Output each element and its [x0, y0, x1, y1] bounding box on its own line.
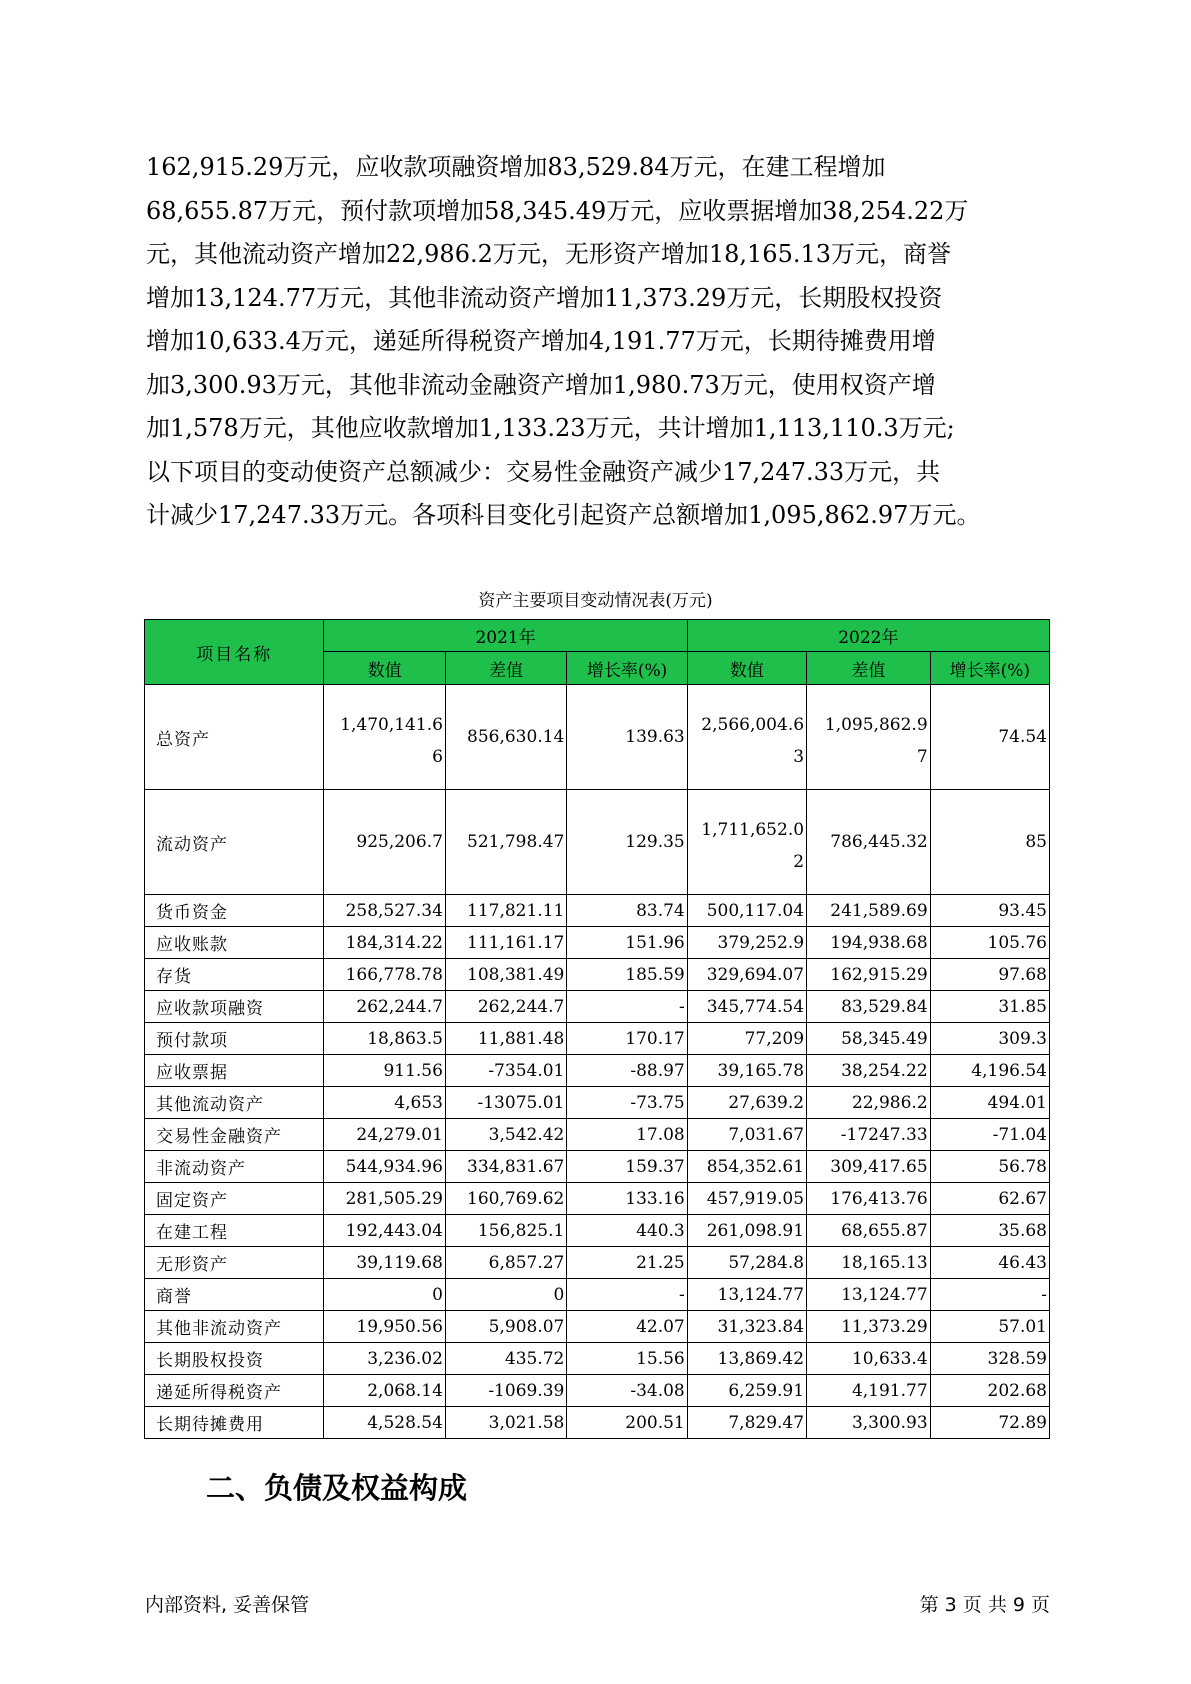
cell-text-part: 1,711,652.0	[701, 820, 805, 840]
row-label: 无形资产	[145, 1247, 324, 1279]
table-cell: 261,098.91	[687, 1215, 806, 1247]
paragraph-line: 162,915.29万元，应收款项融资增加83,529.84万元，在建工程增加	[146, 153, 886, 181]
table-cell: 72.89	[930, 1407, 1049, 1439]
table-cell: 133.16	[567, 1183, 687, 1215]
table-cell: 97.68	[930, 959, 1049, 991]
row-label: 应收账款	[145, 927, 324, 959]
table-cell: 925,206.7	[324, 790, 445, 895]
table-cell: 185.59	[567, 959, 687, 991]
row-label: 在建工程	[145, 1215, 324, 1247]
table-cell: 786,445.32	[807, 790, 931, 895]
table-cell: 281,505.29	[324, 1183, 445, 1215]
row-label: 其他流动资产	[145, 1087, 324, 1119]
table-row	[145, 790, 1050, 895]
header-year-2022: 2022年	[687, 620, 1049, 652]
table-cell: 192,443.04	[324, 1215, 445, 1247]
table-cell: 83.74	[567, 895, 687, 927]
table-cell: 3,236.02	[324, 1343, 445, 1375]
header-value: 数值	[324, 652, 445, 685]
table-cell: 0	[324, 1279, 445, 1311]
table-cell: 329,694.07	[687, 959, 806, 991]
table-cell: 111,161.17	[445, 927, 566, 959]
table-row	[145, 1151, 1050, 1183]
table-cell: -73.75	[567, 1087, 687, 1119]
table-cell: 15.56	[567, 1343, 687, 1375]
table-cell: 176,413.76	[807, 1183, 931, 1215]
table-cell: 6,259.91	[687, 1375, 806, 1407]
paragraph-line: 68,655.87万元，预付款项增加58,345.49万元，应收票据增加38,254.22万	[146, 196, 969, 225]
row-label: 交易性金融资产	[145, 1119, 324, 1151]
table-cell: 58,345.49	[807, 1023, 931, 1055]
row-label: 应收票据	[145, 1055, 324, 1087]
table-row	[145, 1215, 1050, 1247]
table-cell: 170.17	[567, 1023, 687, 1055]
table-cell: 379,252.9	[687, 927, 806, 959]
row-label: 流动资产	[145, 790, 324, 895]
table-cell: 241,589.69	[807, 895, 931, 927]
row-label: 存货	[145, 959, 324, 991]
table-cell: 35.68	[930, 1215, 1049, 1247]
table-cell: 24,279.01	[324, 1119, 445, 1151]
table-cell: 11,881.48	[445, 1023, 566, 1055]
table-row	[145, 1279, 1050, 1311]
header-item-name: 项目名称	[145, 620, 324, 685]
table-row	[145, 895, 1050, 927]
table-cell: 57.01	[930, 1311, 1049, 1343]
cell-text-part: 3	[793, 747, 805, 767]
table-caption: 资产主要项目变动情况表(万元)	[478, 591, 713, 611]
table-cell: 139.63	[567, 685, 687, 790]
table-cell: 93.45	[930, 895, 1049, 927]
header-value: 数值	[687, 652, 806, 685]
table-row	[145, 1087, 1050, 1119]
header-diff: 差值	[445, 652, 566, 685]
table-cell: 18,165.13	[807, 1247, 931, 1279]
table-cell: 3,300.93	[807, 1407, 931, 1439]
table-cell: 4,653	[324, 1087, 445, 1119]
table-cell: 85	[930, 790, 1049, 895]
header-growth: 增长率(%)	[930, 652, 1049, 685]
table-cell	[687, 685, 806, 790]
paragraph-line: 元，其他流动资产增加22,986.2万元，无形资产增加18,165.13万元，商誉	[146, 240, 952, 268]
table-cell: 83,529.84	[807, 991, 931, 1023]
body-paragraph	[146, 146, 1046, 538]
paragraph-line: 加1,578万元，其他应收款增加1,133.23万元，共计增加1,113,110.3万元;	[146, 414, 955, 442]
asset-change-table	[144, 619, 1050, 1439]
table-cell: 4,196.54	[930, 1055, 1049, 1087]
table-cell: 13,124.77	[807, 1279, 931, 1311]
table-cell: 11,373.29	[807, 1311, 931, 1343]
header-growth: 增长率(%)	[567, 652, 687, 685]
table-cell: 31,323.84	[687, 1311, 806, 1343]
table-row	[145, 991, 1050, 1023]
table-cell: 105.76	[930, 927, 1049, 959]
table-cell: 7,031.67	[687, 1119, 806, 1151]
cell-text-part: 2	[793, 852, 805, 872]
table-cell: 56.78	[930, 1151, 1049, 1183]
table-cell: 258,527.34	[324, 895, 445, 927]
table-cell: 13,869.42	[687, 1343, 806, 1375]
table-cell: 309,417.65	[807, 1151, 931, 1183]
row-label: 递延所得税资产	[145, 1375, 324, 1407]
cell-text-part: 6	[432, 747, 443, 767]
section-heading: 二、负债及权益构成	[206, 1471, 468, 1505]
table-cell: 22,986.2	[807, 1087, 931, 1119]
table-cell: 39,119.68	[324, 1247, 445, 1279]
row-label: 非流动资产	[145, 1151, 324, 1183]
row-label: 货币资金	[145, 895, 324, 927]
table-cell: 166,778.78	[324, 959, 445, 991]
table-cell: 74.54	[930, 685, 1049, 790]
table-cell: 184,314.22	[324, 927, 445, 959]
table-cell: 156,825.1	[445, 1215, 566, 1247]
table-cell: -34.08	[567, 1375, 687, 1407]
cell-text-part: 2,566,004.6	[701, 715, 805, 735]
table-cell: 39,165.78	[687, 1055, 806, 1087]
table-cell: -13075.01	[445, 1087, 566, 1119]
row-label: 固定资产	[145, 1183, 324, 1215]
table-row	[145, 1343, 1050, 1375]
table-cell: 4,191.77	[807, 1375, 931, 1407]
table-cell: 68,655.87	[807, 1215, 931, 1247]
table-cell: 46.43	[930, 1247, 1049, 1279]
paragraph-line: 以下项目的变动使资产总额减少：交易性金融资产减少17,247.33万元，共	[146, 457, 941, 486]
table-cell: 62.67	[930, 1183, 1049, 1215]
table-cell: -	[930, 1279, 1049, 1311]
table-cell: 328.59	[930, 1343, 1049, 1375]
row-label: 总资产	[145, 685, 324, 790]
table-cell: 521,798.47	[445, 790, 566, 895]
table-row	[145, 1375, 1050, 1407]
table-cell: 160,769.62	[445, 1183, 566, 1215]
table-cell: 162,915.29	[807, 959, 931, 991]
table-cell: 262,244.7	[324, 991, 445, 1023]
table-cell: 57,284.8	[687, 1247, 806, 1279]
table-cell: 200.51	[567, 1407, 687, 1439]
table-cell: 21.25	[567, 1247, 687, 1279]
table-row	[145, 1119, 1050, 1151]
table-cell: 457,919.05	[687, 1183, 806, 1215]
table-cell: 151.96	[567, 927, 687, 959]
table-cell: 345,774.54	[687, 991, 806, 1023]
table-cell: 544,934.96	[324, 1151, 445, 1183]
paragraph-line: 增加10,633.4万元，递延所得税资产增加4,191.77万元，长期待摊费用增	[146, 327, 936, 355]
footer-note: 内部资料, 妥善保管	[145, 1594, 310, 1616]
table-cell: 17.08	[567, 1119, 687, 1151]
header-year-2021: 2021年	[324, 620, 687, 652]
table-cell: -17247.33	[807, 1119, 931, 1151]
table-cell: 202.68	[930, 1375, 1049, 1407]
row-label: 商誉	[145, 1279, 324, 1311]
header-diff: 差值	[807, 652, 931, 685]
table-cell	[687, 790, 806, 895]
table-body	[145, 685, 1050, 1439]
row-label: 其他非流动资产	[145, 1311, 324, 1343]
table-cell: 4,528.54	[324, 1407, 445, 1439]
table-cell: 2,068.14	[324, 1375, 445, 1407]
table-cell: 117,821.11	[445, 895, 566, 927]
table-cell: 31.85	[930, 991, 1049, 1023]
page-number: 第 3 页 共 9 页	[919, 1594, 1050, 1616]
table-cell: 10,633.4	[807, 1343, 931, 1375]
table-cell: 3,542.42	[445, 1119, 566, 1151]
table-cell: 911.56	[324, 1055, 445, 1087]
table-cell: 309.3	[930, 1023, 1049, 1055]
table-cell: 0	[445, 1279, 566, 1311]
table-cell: 42.07	[567, 1311, 687, 1343]
table-cell: 77,209	[687, 1023, 806, 1055]
table-row	[145, 927, 1050, 959]
table-cell: 435.72	[445, 1343, 566, 1375]
row-label: 应收款项融资	[145, 991, 324, 1023]
table-cell: 262,244.7	[445, 991, 566, 1023]
table-row	[145, 1183, 1050, 1215]
table-cell: 334,831.67	[445, 1151, 566, 1183]
table-cell: 6,857.27	[445, 1247, 566, 1279]
table-cell: -1069.39	[445, 1375, 566, 1407]
table-row	[145, 1311, 1050, 1343]
row-label: 长期待摊费用	[145, 1407, 324, 1439]
table-cell: 38,254.22	[807, 1055, 931, 1087]
table-cell: 3,021.58	[445, 1407, 566, 1439]
table-cell: 27,639.2	[687, 1087, 806, 1119]
table-cell: -	[567, 1279, 687, 1311]
table-row	[145, 1055, 1050, 1087]
paragraph-line: 增加13,124.77万元，其他非流动资产增加11,373.29万元，长期股权投资	[146, 283, 943, 312]
table-cell: -	[567, 991, 687, 1023]
table-cell: 494.01	[930, 1087, 1049, 1119]
table-row	[145, 685, 1050, 790]
table-row	[145, 1023, 1050, 1055]
table-cell	[324, 685, 445, 790]
table-cell: -7354.01	[445, 1055, 566, 1087]
table-cell: 159.37	[567, 1151, 687, 1183]
table-cell: 108,381.49	[445, 959, 566, 991]
table-cell: 13,124.77	[687, 1279, 806, 1311]
paragraph-line: 加3,300.93万元，其他非流动金融资产增加1,980.73万元，使用权资产增	[146, 370, 936, 399]
table-cell: 194,938.68	[807, 927, 931, 959]
table-cell: 19,950.56	[324, 1311, 445, 1343]
table-row	[145, 959, 1050, 991]
table-cell: 129.35	[567, 790, 687, 895]
row-label: 长期股权投资	[145, 1343, 324, 1375]
table-cell: 854,352.61	[687, 1151, 806, 1183]
table-cell	[807, 685, 931, 790]
table-cell: 856,630.14	[445, 685, 566, 790]
table-row	[145, 1247, 1050, 1279]
table-cell: 5,908.07	[445, 1311, 566, 1343]
table-cell: -71.04	[930, 1119, 1049, 1151]
table-cell: 500,117.04	[687, 895, 806, 927]
cell-text-part: 7	[916, 747, 928, 767]
table-row	[145, 1407, 1050, 1439]
table-cell: -88.97	[567, 1055, 687, 1087]
cell-text-part: 1,095,862.9	[824, 715, 928, 735]
table-cell: 7,829.47	[687, 1407, 806, 1439]
cell-text-part: 1,470,141.6	[340, 715, 443, 735]
table-cell: 440.3	[567, 1215, 687, 1247]
table-cell: 18,863.5	[324, 1023, 445, 1055]
paragraph-line: 计减少17,247.33万元。各项科目变化引起资产总额增加1,095,862.97万元。	[146, 501, 981, 529]
row-label: 预付款项	[145, 1023, 324, 1055]
